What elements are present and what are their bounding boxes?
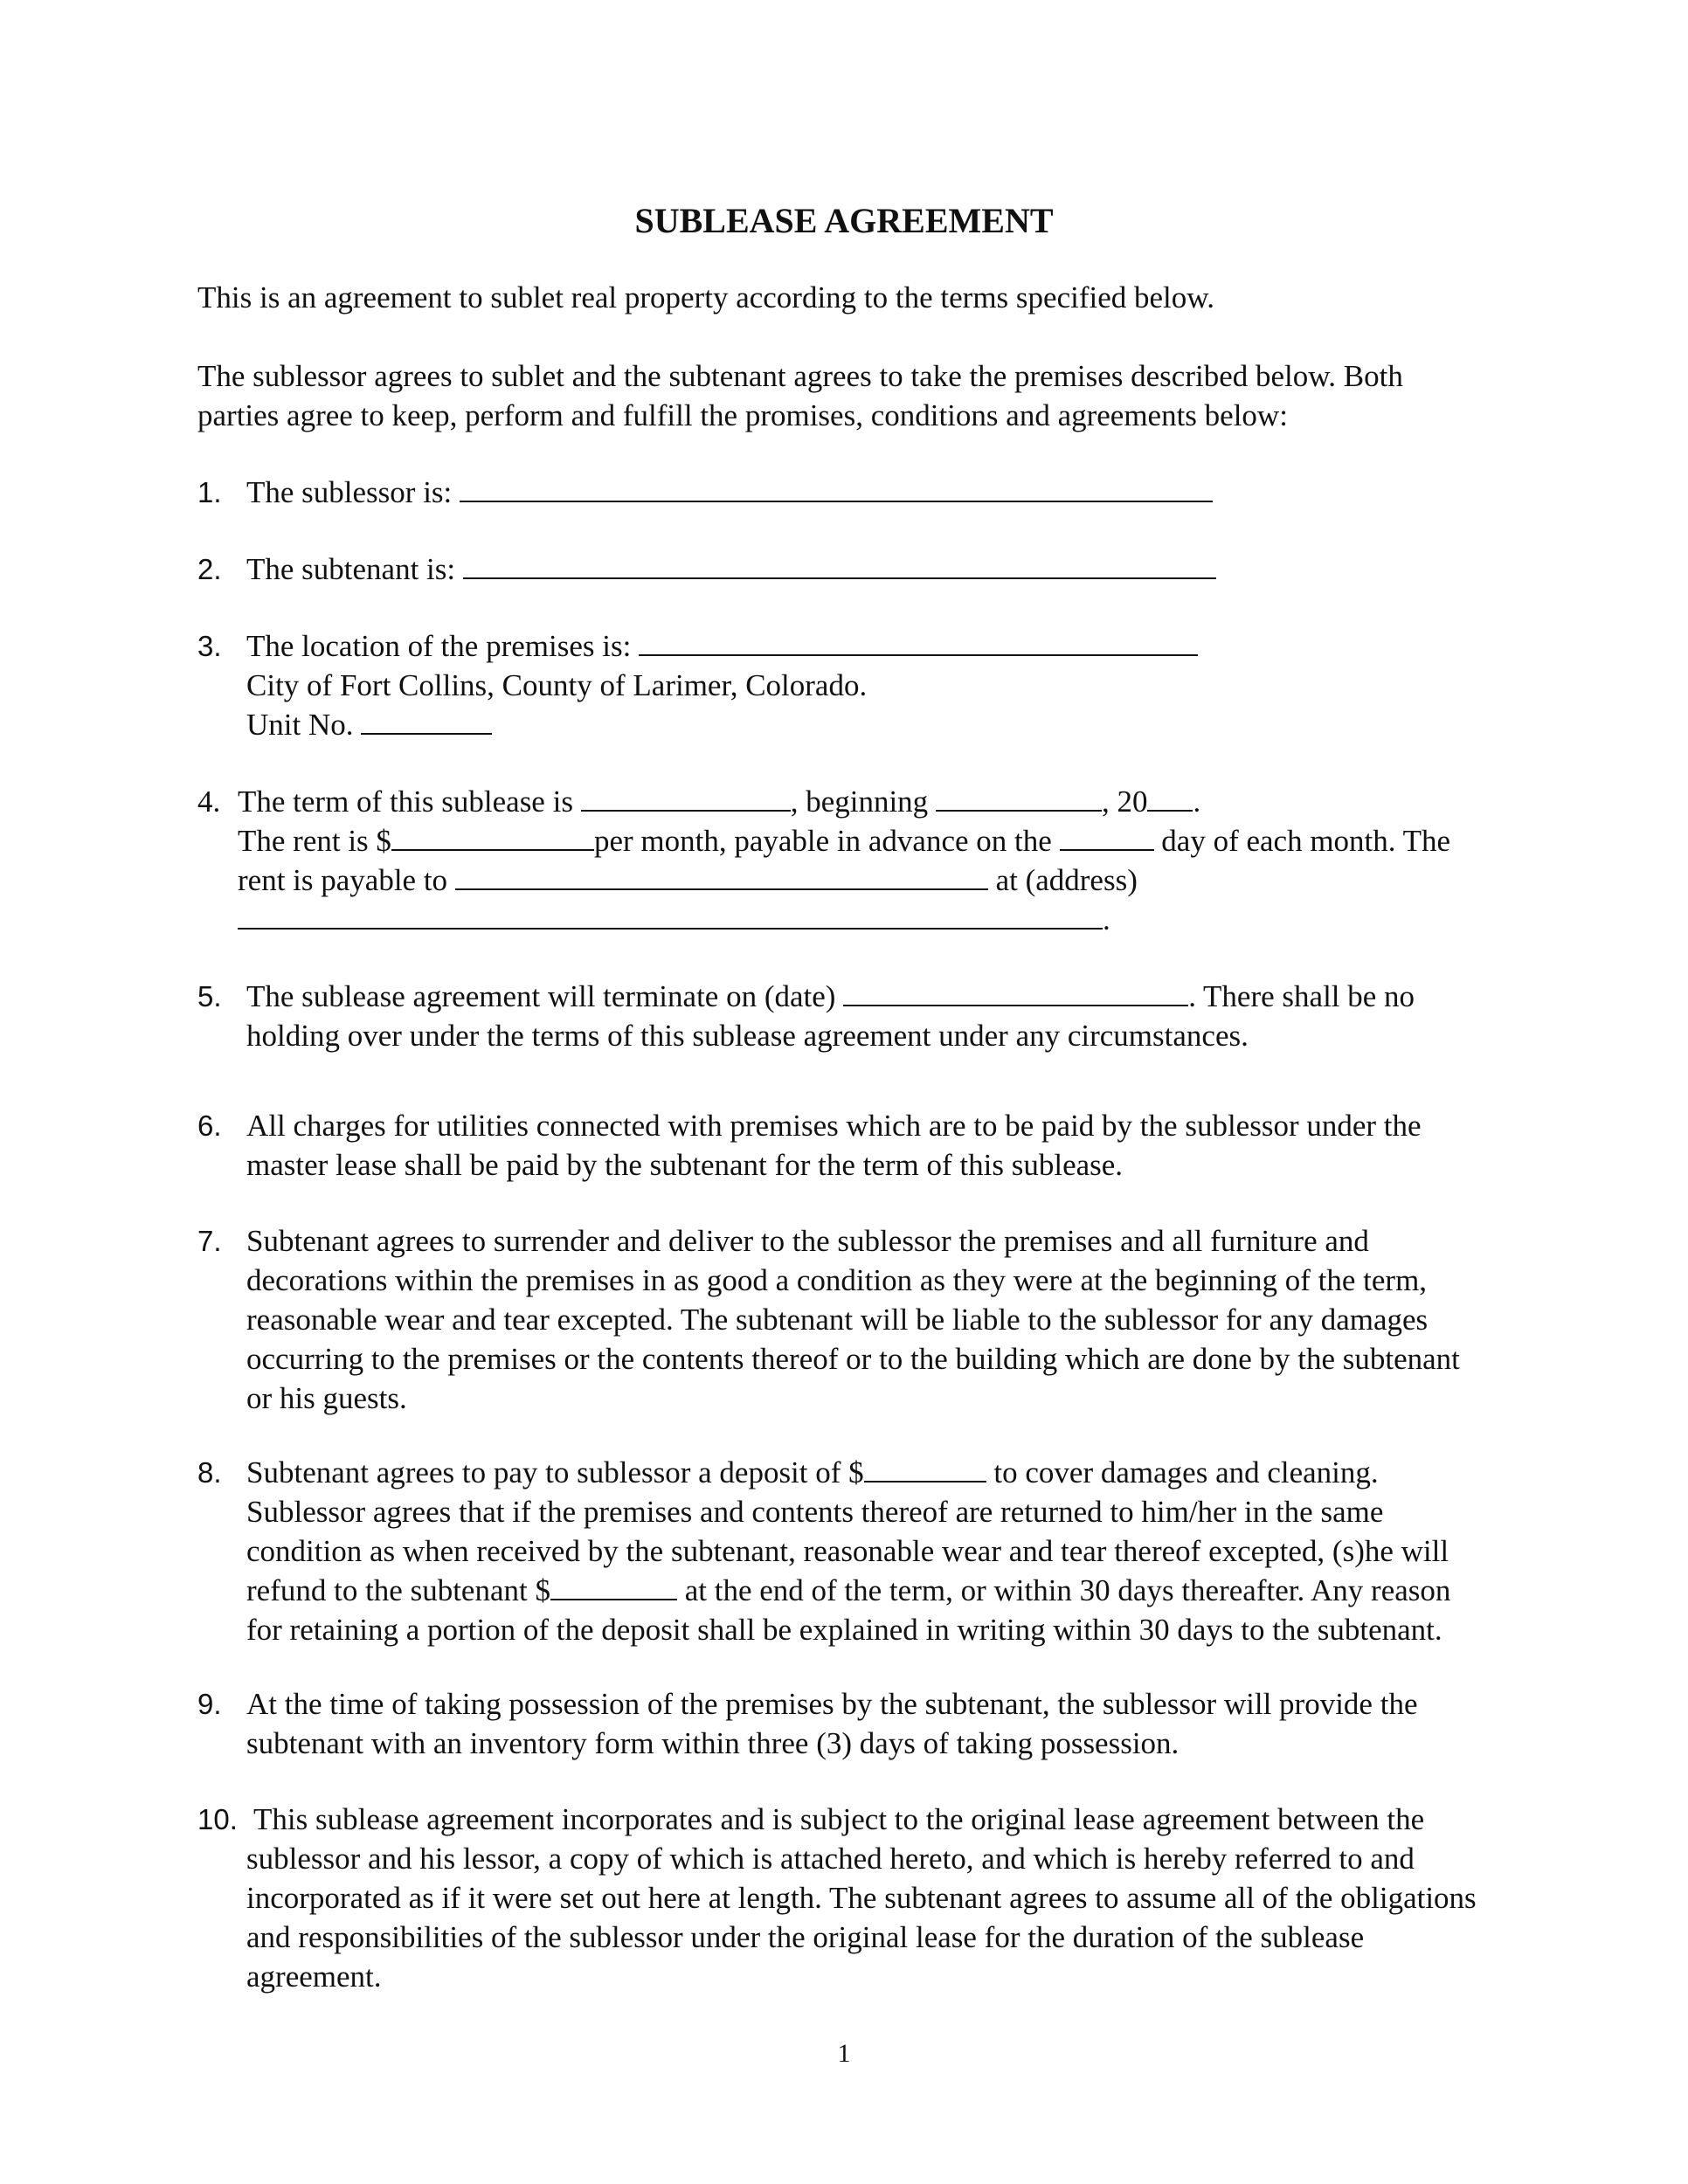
clause-number: 6.: [197, 1109, 222, 1142]
clause-line: incorporated as if it were set out here at length. The subtenant agrees to assume all of the obligations: [246, 1881, 1477, 1915]
clause-text: The sublessor is:: [246, 475, 453, 509]
address-label: at (address): [995, 863, 1138, 897]
term-blank[interactable]: [581, 784, 791, 812]
clause-line: for retaining a portion of the deposit shall be explained in writing within 30 days to the subtenant.: [246, 1613, 1442, 1647]
preamble-line-1: The sublessor agrees to sublet and the subtenant agrees to take the premises described below. Both: [197, 359, 1403, 393]
clause-line: This sublease agreement incorporates and is subject to the original lease agreement between the: [253, 1802, 1425, 1836]
unit-blank[interactable]: [361, 707, 492, 735]
no-holding-text: . There shall be no: [1188, 979, 1415, 1013]
preamble-line-2: parties agree to keep, perform and fulfill the promises, conditions and agreements below:: [197, 398, 1288, 432]
clause-number: 10.: [197, 1803, 238, 1835]
clause-number: 3.: [197, 630, 222, 662]
clause-number: 7.: [197, 1225, 222, 1257]
clause-line: sublessor and his lessor, a copy of which is attached hereto, and which is hereby referred to and: [246, 1842, 1415, 1876]
refund-label: refund to the subtenant $: [246, 1573, 550, 1607]
deposit-label: Subtenant agrees to pay to sublessor a deposit of $: [246, 1455, 864, 1489]
termination-date-blank[interactable]: [843, 978, 1188, 1006]
deposit-purpose: to cover damages and cleaning.: [993, 1455, 1379, 1489]
clause-number: 2.: [197, 553, 222, 585]
clause-line: or his guests.: [246, 1381, 407, 1415]
city-line: City of Fort Collins, County of Larimer, Colorado.: [246, 668, 868, 702]
clause-number: 4.: [197, 784, 221, 819]
document-title: SUBLEASE AGREEMENT: [634, 201, 1054, 240]
beginning-label: , beginning: [790, 784, 929, 819]
clause-line: master lease shall be paid by the subtenant for the term of this sublease.: [246, 1148, 1124, 1182]
rent-blank[interactable]: [391, 823, 594, 851]
unit-label: Unit No.: [246, 708, 354, 742]
clause-line: condition as when received by the subtenant, reasonable wear and tear thereof excepted, (s)he will: [246, 1534, 1449, 1568]
clause-line: At the time of taking possession of the premises by the subtenant, the sublessor will provide the: [246, 1687, 1418, 1721]
deposit-blank[interactable]: [864, 1455, 986, 1482]
clause-number: 9.: [197, 1688, 222, 1720]
rent-label: The rent is $: [238, 824, 391, 858]
payable-to-label: rent is payable to: [238, 863, 448, 897]
year-label: , 20: [1101, 784, 1148, 819]
clause-number: 8.: [197, 1456, 222, 1489]
clause-number: 1.: [197, 476, 222, 508]
day-blank[interactable]: [1060, 823, 1154, 851]
clause-text: The subtenant is:: [246, 552, 456, 586]
period: .: [1193, 784, 1201, 819]
refund-blank[interactable]: [550, 1572, 677, 1600]
beginning-blank[interactable]: [936, 784, 1102, 812]
sublessor-blank[interactable]: [460, 474, 1213, 502]
clause-line: Subtenant agrees to surrender and deliver to the sublessor the premises and all furniture and: [246, 1224, 1369, 1258]
day-label: day of each month. The: [1161, 824, 1451, 858]
clause-number: 5.: [197, 980, 222, 1013]
period: .: [1103, 902, 1110, 936]
location-blank[interactable]: [639, 628, 1198, 656]
clause-line: All charges for utilities connected with premises which are to be paid by the sublessor under the: [246, 1109, 1422, 1143]
page-number: 1: [837, 2039, 851, 2068]
clause-line: Sublessor agrees that if the premises and contents thereof are returned to him/her in the same: [246, 1495, 1384, 1529]
payee-blank[interactable]: [455, 862, 988, 890]
intro-paragraph: This is an agreement to sublet real property according to the terms specified below.: [197, 280, 1215, 314]
refund-terms: at the end of the term, or within 30 days thereafter. Any reason: [684, 1573, 1451, 1607]
year-blank[interactable]: [1147, 784, 1193, 812]
term-label: The term of this sublease is: [238, 784, 573, 819]
clause-line: reasonable wear and tear excepted. The subtenant will be liable to the sublessor for any damages: [246, 1303, 1429, 1337]
clause-line: subtenant with an inventory form within three (3) days of taking possession.: [246, 1726, 1180, 1760]
clause-line: decorations within the premises in as good a condition as they were at the beginning of the term,: [246, 1263, 1428, 1297]
terminate-label: The sublease agreement will terminate on (date): [246, 979, 836, 1013]
clause-text: holding over under the terms of this sublease agreement under any circumstances.: [246, 1019, 1249, 1053]
clause-line: and responsibilities of the sublessor under the original lease for the duration of the sublease: [246, 1920, 1365, 1954]
clause-text: The location of the premises is:: [246, 629, 632, 663]
clause-line: agreement.: [246, 1959, 382, 1994]
address-blank[interactable]: [238, 902, 1103, 930]
payable-label: per month, payable in advance on the: [593, 824, 1052, 858]
subtenant-blank[interactable]: [463, 551, 1216, 579]
clause-line: occurring to the premises or the contents thereof or to the building which are done by the subtenant: [246, 1342, 1460, 1376]
